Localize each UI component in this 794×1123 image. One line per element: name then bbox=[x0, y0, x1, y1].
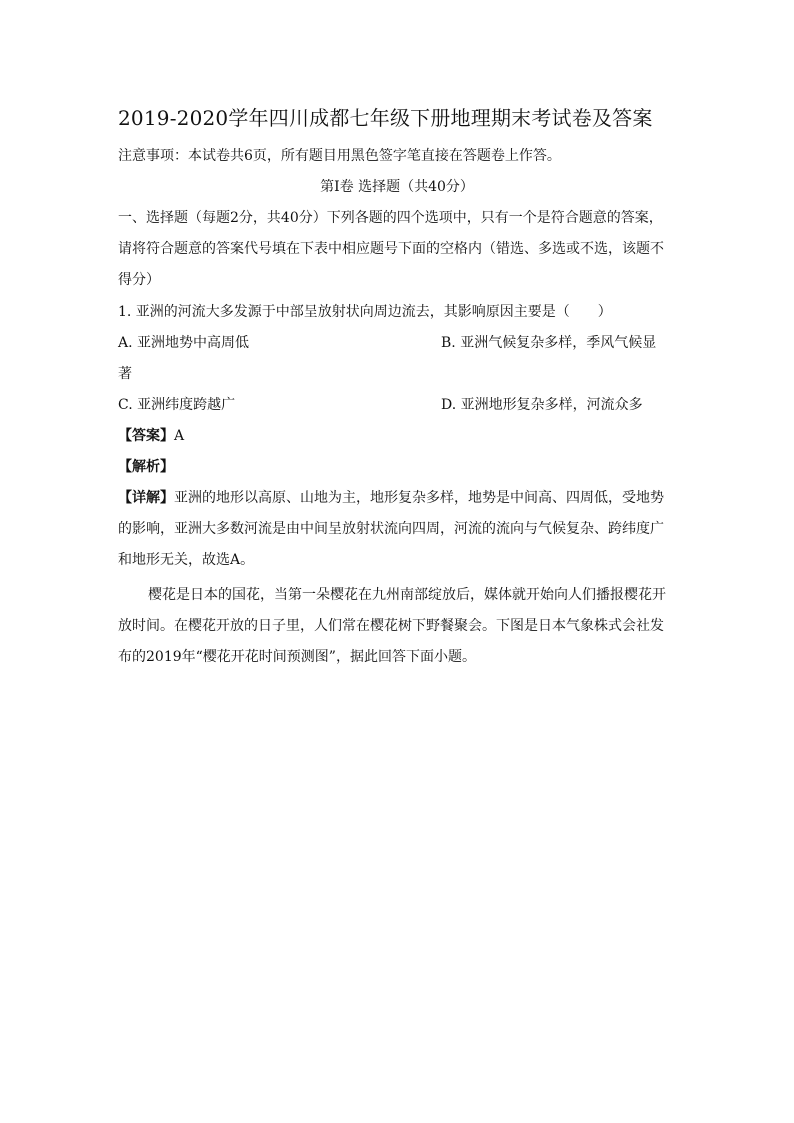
notice-text: 注意事项：本试卷共6页，所有题目用黑色签字笔直接在答题卷上作答。 bbox=[118, 148, 561, 164]
detail-label: 【详解】 bbox=[118, 490, 174, 506]
question-1-option-b: B. 亚洲气候复杂多样，季风气候显 bbox=[441, 335, 657, 351]
answer-row bbox=[118, 426, 184, 446]
instructions-line-3: 得分） bbox=[118, 272, 160, 288]
answer-label: 【答案】 bbox=[118, 428, 174, 444]
detail-text-1: 亚洲的地形以高原、山地为主，地形复杂多样，地势是中间高、四周低，受地势 bbox=[174, 490, 664, 506]
detail-line-2: 的影响，亚洲大多数河流是由中间呈放射状流向四周，河流的流向与气候复杂、跨纬度广 bbox=[118, 521, 664, 537]
question-1-option-a: A. 亚洲地势中高周低 bbox=[118, 335, 250, 351]
document-title: 2019-2020学年四川成都七年级下册地理期末考试卷及答案 bbox=[118, 106, 653, 130]
passage-line-1: 樱花是日本的国花，当第一朵樱花在九州南部绽放后，媒体就开始向人们播报樱花开 bbox=[148, 587, 666, 603]
instructions-line-1: 一、选择题（每题2分，共40分）下列各题的四个选项中，只有一个是符合题意的答案， bbox=[118, 210, 663, 226]
section-title: 第Ⅰ卷 选择题（共40分） bbox=[320, 179, 474, 195]
passage-line-2: 放时间。在樱花开放的日子里，人们常在樱花树下野餐聚会。下图是日本气象株式会社发 bbox=[118, 618, 664, 634]
instructions-line-2: 请将符合题意的答案代号填在下表中相应题号下面的空格内（错选、多选或不选，该题不 bbox=[118, 241, 664, 257]
detail-line-1 bbox=[118, 488, 664, 508]
analysis-label: 【解析】 bbox=[118, 459, 174, 475]
question-1-option-c: C. 亚洲纬度跨越广 bbox=[118, 397, 236, 413]
answer-value: A bbox=[174, 428, 185, 444]
question-1-option-b-continued: 著 bbox=[118, 366, 132, 382]
question-1-option-d: D. 亚洲地形复杂多样，河流众多 bbox=[441, 397, 643, 413]
detail-line-3: 和地形无关，故选A。 bbox=[118, 552, 255, 568]
passage-line-3: 布的2019年“樱花开花时间预测图”，据此回答下面小题。 bbox=[118, 649, 476, 665]
question-1-stem: 1. 亚洲的河流大多发源于中部呈放射状向周边流去，其影响原因主要是（ ） bbox=[118, 304, 612, 320]
